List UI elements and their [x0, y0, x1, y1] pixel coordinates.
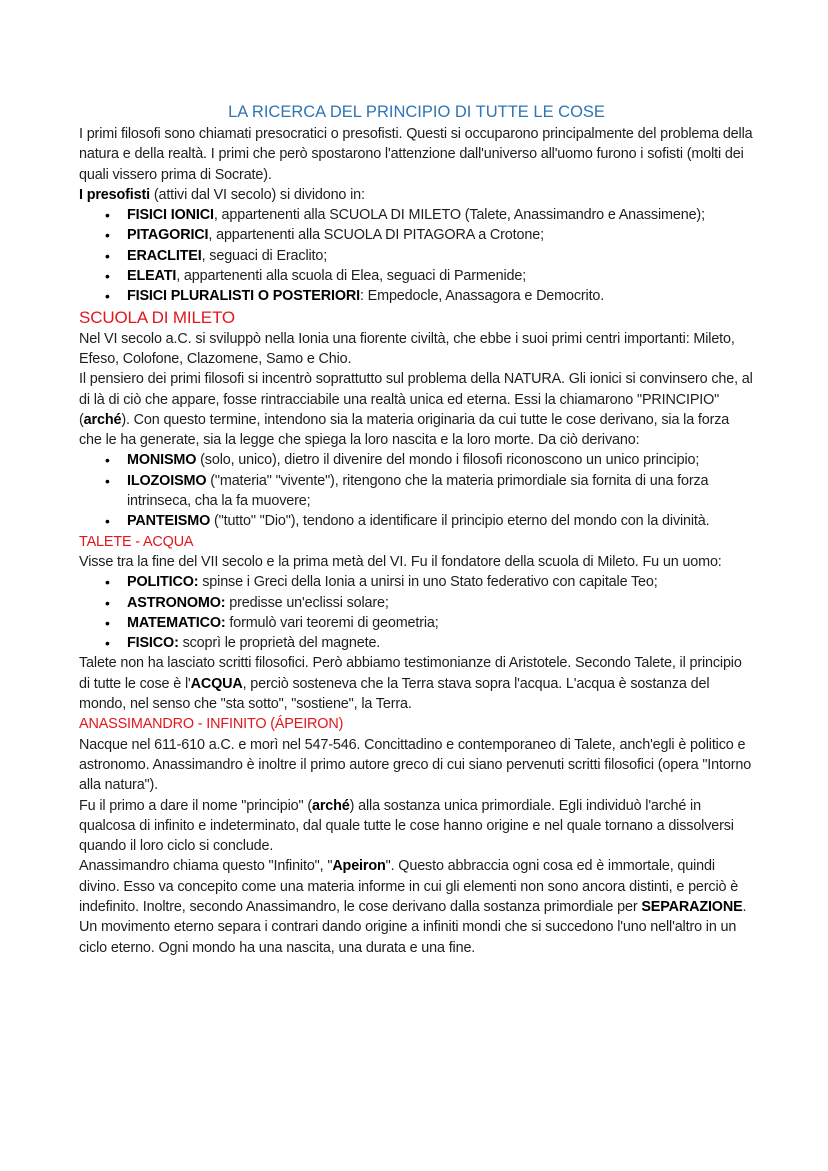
bold-term: arché: [311, 797, 350, 814]
list-item: [127, 246, 754, 266]
bold-term: PANTEISMO: [127, 513, 211, 530]
bold-term: POLITICO:: [127, 574, 199, 591]
talete-paragraph-1: Visse tra la fine del VII secolo e la prima metà del VI. Fu il fondatore della scuola di Mileto. Fu un uomo:: [79, 553, 722, 570]
bold-term: arché: [83, 411, 122, 428]
anassimandro-paragraph-2: [79, 796, 754, 857]
text-span: formulò vari teoremi di geometria;: [225, 614, 439, 631]
text-span: , perciò sosteneva che la Terra stava sopra l'acqua. L'acqua è sostanza del mondo, nel senso che "sta sotto", "sostiene", la Terra.: [79, 675, 710, 713]
mileto-paragraph-2: [79, 369, 754, 450]
list-item: [127, 450, 754, 470]
text-span: ) alla sostanza unica primordiale. Egli individuò l'arché in qualcosa di infinito e indeterminato, dal quale tutte le cose hanno origine e nel quale tornano a dissolversi quando il loro ciclo si conclude.: [79, 797, 734, 855]
list-item: [127, 225, 754, 245]
page-title: LA RICERCA DEL PRINCIPIO DI TUTTE LE COSE: [228, 103, 605, 121]
list-item: [127, 613, 754, 633]
text-span: , seguaci di Eraclito;: [201, 247, 328, 264]
bold-term: FISICI PLURALISTI O POSTERIORI: [127, 288, 360, 305]
text-span: ("materia" "vivente"), ritengono che la materia primordiale sia fornita di una forza intrinseca, cha la fa muovere;: [127, 472, 709, 510]
section-heading-anassimandro: ANASSIMANDRO - INFINITO (ÁPEIRON): [79, 716, 344, 733]
mileto-paragraph-1: Nel VI secolo a.C. si sviluppò nella Ionia una fiorente civiltà, che ebbe i suoi primi centri importanti: Mileto, Efeso, Colofone, Clazomene, Samo e Chio.: [79, 330, 735, 367]
text-span: predisse un'eclissi solare;: [225, 594, 389, 611]
anassimandro-paragraph-3: [79, 856, 754, 957]
intro-paragraph: I primi filosofi sono chiamati presocratici o presofisti. Questi si occuparono principalmente del problema della natura e della realtà. I primi che però spostarono l'attenzione dall'universo all'uomo furono i sofisti (molti dei quali vissero prima di Socrate).: [79, 126, 753, 183]
text-span: ". Questo abbraccia ogni cosa ed è immortale, quindi divino. Esso va concepito come una materia informe in cui gli elementi non sono ancora distinti, e perciò è indefinito. Inoltre, secondo Anassimandro, le cose derivano dalla sostanza primordiale per: [79, 858, 739, 915]
talete-paragraph-2: [79, 653, 754, 714]
bold-term: ASTRONOMO:: [127, 594, 226, 611]
section-heading-mileto: SCUOLA DI MILETO: [79, 307, 235, 327]
anassimandro-paragraph-1: Nacque nel 611-610 a.C. e morì nel 547-546. Concittadino e contemporaneo di Talete, anch'egli è politico e astronomo. Anassimandro è inoltre il primo autore greco di cui siano pervenuti scritti filosofici (opera "Intorno alla natura").: [79, 736, 752, 794]
list-item: [127, 633, 754, 653]
bold-term: Apeiron: [332, 858, 386, 875]
list-item: [127, 205, 754, 225]
bold-term: SEPARAZIONE: [641, 898, 743, 915]
text-span: (solo, unico), dietro il divenire del mondo i filosofi riconoscono un unico principio;: [196, 452, 700, 469]
text-span: scoprì le proprietà del magnete.: [178, 635, 381, 652]
text-span: Il pensiero dei primi filosofi si incentrò soprattutto sul problema della NATURA. Gli ionici si convinsero che, al di là di ciò che appare, fosse rintracciabile una realtà unica ed eterna. Essi la chiamarono "PRINCIPIO" (: [79, 371, 753, 428]
bold-term: PITAGORICI: [127, 227, 209, 244]
list-item: [127, 572, 754, 592]
text-span: Talete non ha lasciato scritti filosofici. Però abbiamo testimonianze di Aristotele. Secondo Talete, il principio di tutte le cose è l': [79, 655, 742, 692]
list-item: [127, 471, 754, 512]
text-span: (attivi dal VI secolo) si dividono in:: [149, 186, 365, 203]
bold-term: MONISMO: [127, 452, 197, 469]
bold-term: FISICI IONICI: [127, 207, 214, 224]
text-span: ). Con questo termine, intendono sia la materia originaria da cui tutte le cose derivano, sia la forza che le ha generate, sia la legge che spiega la loro nascita e la loro morte. Da ciò derivano:: [79, 411, 730, 449]
text-span: Anassimandro chiama questo "Infinito", ": [79, 858, 333, 875]
list-item: [127, 511, 754, 531]
bold-term: I presofisti: [79, 186, 150, 203]
bold-term: MATEMATICO:: [127, 614, 226, 631]
talete-list: [79, 572, 754, 653]
presofisti-list: [79, 205, 754, 306]
text-span: : Empedocle, Anassagora e Democrito.: [359, 288, 605, 305]
list-item: [127, 286, 754, 306]
bold-term: ACQUA: [190, 675, 243, 692]
text-span: , appartenenti alla SCUOLA DI MILETO (Talete, Anassimandro e Anassimene);: [213, 207, 705, 224]
section-heading-talete: TALETE - ACQUA: [79, 533, 194, 550]
text-span: spinse i Greci della Ionia a unirsi in uno Stato federativo con capitale Teo;: [198, 574, 658, 591]
intro-paragraph-2: [79, 185, 754, 205]
list-item: [127, 593, 754, 613]
document-page: [79, 101, 754, 958]
bold-term: ELEATI: [127, 268, 177, 285]
text-span: , appartenenti alla scuola di Elea, seguaci di Parmenide;: [176, 268, 527, 285]
list-item: [127, 266, 754, 286]
bold-term: ERACLITEI: [127, 247, 202, 264]
bold-term: FISICO:: [127, 635, 179, 652]
bold-term: ILOZOISMO: [127, 472, 207, 489]
text-span: . Un movimento eterno separa i contrari dando origine a infiniti mondi che si succedono l'uno nell'altro in un ciclo eterno. Ogni mondo ha una nascita, una durata e una fine.: [79, 898, 747, 956]
text-span: , appartenenti alla SCUOLA DI PITAGORA a Crotone;: [208, 227, 544, 244]
mileto-list: [79, 450, 754, 531]
text-span: ("tutto" "Dio"), tendono a identificare il principio eterno del mondo con la divinità.: [210, 513, 710, 530]
text-span: Fu il primo a dare il nome "principio" (: [79, 797, 312, 814]
